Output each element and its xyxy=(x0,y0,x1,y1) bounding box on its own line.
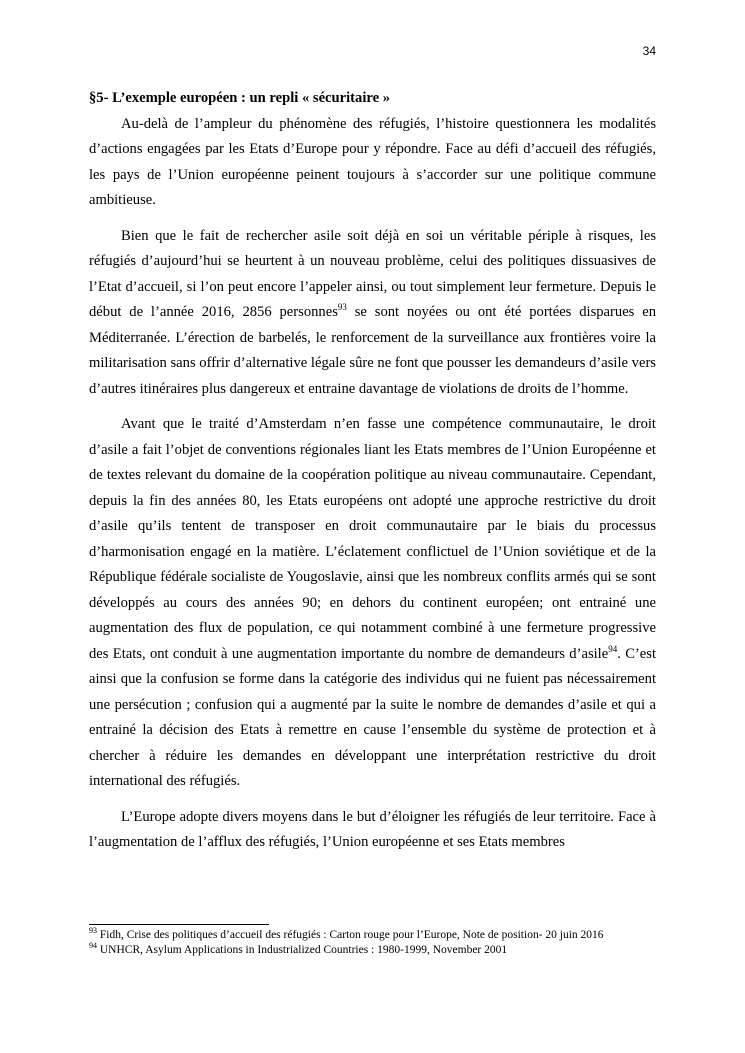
footnote-ref-93[interactable]: 93 xyxy=(337,302,347,313)
paragraph-text: Avant que le traité d’Amsterdam n’en fasse une compétence communautaire, le droit d’asile a fait l’objet de conventions régionales liant les Etats membres de l’Union Européenne et de textes relevant du domaine de la coopération politique au niveau communautaire. Cependant, depuis la fin des années 80, les Etats européens ont adopté une approche restrictive du droit d’asile qu’ils tentent de transposer en droit communautaire par le biais du processus d’harmonisation engagé en la matière. L’éclatement conflictuel de l’Union soviétique et de la République fédérale socialiste de Yougoslavie, ainsi que les nombreux conflits armés qui se sont développés au cours des années 90; en dehors du continent européen; ont entrainé une augmentation des flux de population, ce qui notamment combiné à une fermeture progressive des Etats, ont conduit à une augmentation importante du nombre de demandeurs d’asile xyxy=(89,416,656,662)
paragraph-text: se sont noyées ou ont été portées disparues en Méditerranée. L’érection de barbelés, le renforcement de la surveillance aux frontières voire la militarisation sans offrir d’alternative légale sûre ne font que pousser les demandeurs d’asile vers d’autres itinéraires plus dangereux et entraine davantage de violations de droits de l’homme. xyxy=(89,304,656,397)
paragraph-2 xyxy=(89,224,656,403)
footnotes xyxy=(89,924,656,958)
paragraph-3 xyxy=(89,412,656,795)
paragraph-text: L’Europe adopte divers moyens dans le but d’éloigner les réfugiés de leur territoire. Face à l’augmentation de l’afflux des réfugiés, l’Union européenne et ses Etats membres xyxy=(89,808,656,850)
section-heading: §5- L’exemple européen : un repli « sécuritaire » xyxy=(89,90,391,106)
paragraph-4 xyxy=(89,805,656,856)
paragraph-text: Au-delà de l’ampleur du phénomène des réfugiés, l’histoire questionnera les modalités d’actions engagées par les Etats d’Europe pour y répondre. Face au défi d’accueil des réfugiés, les pays de l’Union européenne peinent toujours à s’accorder sur une politique commune ambitieuse. xyxy=(89,115,656,208)
footnote-text: Fidh, Crise des politiques d’accueil des réfugiés : Carton rouge pour l’Europe, Note de position- 20 juin 2016 xyxy=(97,929,604,941)
paragraph-text: Bien que le fait de rechercher asile soit déjà en soi un véritable périple à risques, les réfugiés d’aujourd’hui se heurtent à un nouveau problème, celui des politiques dissuasives de l’Etat d’accueil, si l’on peut encore l’appeler ainsi, ou tout simplement leur fermeture. Depuis le début de l’année 2016, 2856 personnes xyxy=(89,227,656,320)
paragraph-1 xyxy=(89,112,656,214)
footnote-ref-94[interactable]: 94 xyxy=(608,643,618,654)
footnote-marker: 94 xyxy=(89,941,97,951)
main-content xyxy=(89,86,656,856)
footnote-94 xyxy=(89,943,656,958)
footnote-93 xyxy=(89,928,656,943)
paragraph-text: . C’est ainsi que la confusion se forme dans la catégorie des individus qui ne fuient pas nécessairement une persécution ; confusion qui a augmenté par la suite le nombre de demandes d’asile et qui a entrainé la décision des Etats à remettre en cause l’ensemble du système de protection et à chercher à réduire les demandes en développant une interprétation restrictive du droit international des réfugiés. xyxy=(89,645,657,789)
footnote-divider xyxy=(89,924,269,925)
footnote-text: UNHCR, Asylum Applications in Industrialized Countries : 1980-1999, November 2001 xyxy=(97,944,508,956)
footnote-marker: 93 xyxy=(89,926,97,936)
page-number: 34 xyxy=(642,44,656,58)
